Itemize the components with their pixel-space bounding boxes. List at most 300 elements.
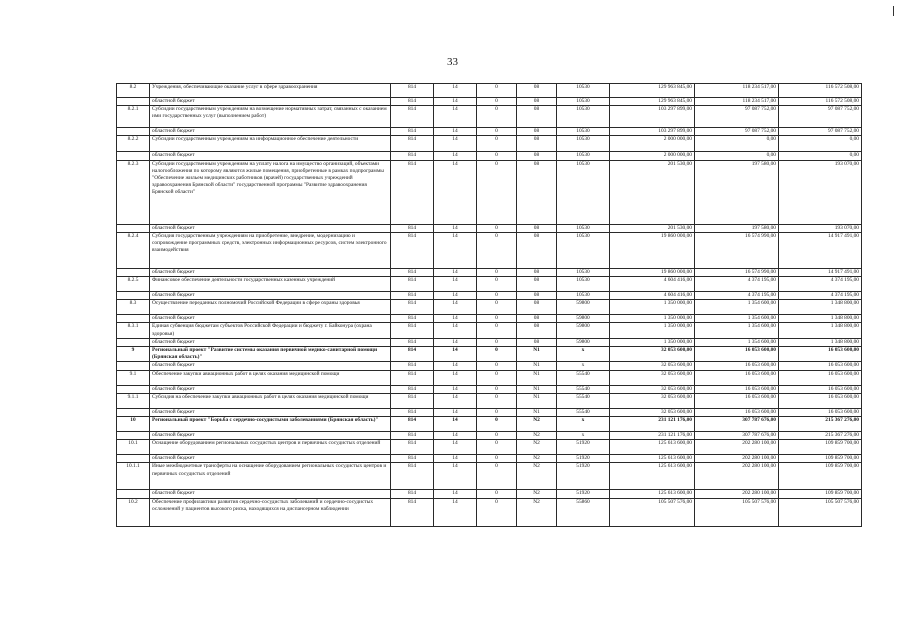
code-pp-cell: 14	[434, 385, 477, 393]
code-direction-cell: 51920	[557, 463, 610, 490]
code-direction-cell: 10530	[557, 160, 610, 224]
code-project-cell: 08	[517, 160, 557, 224]
code-sub-cell: 0	[477, 106, 517, 128]
amount-year3-cell: 1 348 800,00	[779, 338, 862, 346]
code-gr-cell: 814	[391, 106, 434, 128]
code-project-cell: N1	[517, 370, 557, 385]
amount-year1-cell: 1 350 000,00	[610, 300, 695, 315]
amount-year3-cell: 0,00	[779, 136, 862, 152]
code-gr-cell: 814	[391, 128, 434, 136]
code-direction-cell: 59800	[557, 315, 610, 323]
amount-year3-cell: 109 859 700,00	[779, 455, 862, 463]
table-row	[117, 338, 862, 346]
row-number-cell: 8.2	[117, 84, 150, 98]
code-project-cell: 08	[517, 268, 557, 276]
code-sub-cell: 0	[477, 98, 517, 106]
code-project-cell: 08	[517, 300, 557, 315]
code-direction-cell: 59800	[557, 323, 610, 338]
amount-year2-cell: 16 053 600,00	[695, 347, 779, 362]
amount-year1-cell: 201 530,00	[610, 160, 695, 224]
table-row	[117, 84, 862, 98]
code-pp-cell: 14	[434, 323, 477, 338]
row-name-cell: областной бюджет	[150, 408, 391, 416]
code-sub-cell: 0	[477, 393, 517, 408]
row-number-cell	[117, 292, 150, 300]
code-project-cell: 08	[517, 323, 557, 338]
code-gr-cell: 814	[391, 84, 434, 98]
code-direction-cell: 10530	[557, 277, 610, 292]
amount-year2-cell: 16 053 600,00	[695, 408, 779, 416]
amount-year3-cell: 16 053 600,00	[779, 393, 862, 408]
row-name-cell: областной бюджет	[150, 315, 391, 323]
code-gr-cell: 814	[391, 347, 434, 362]
table-row	[117, 385, 862, 393]
code-gr-cell: 814	[391, 408, 434, 416]
amount-year1-cell: 201 530,00	[610, 224, 695, 232]
code-sub-cell: 0	[477, 152, 517, 160]
table-row	[117, 160, 862, 224]
row-name-cell: областной бюджет	[150, 455, 391, 463]
row-name-cell: Оснащение оборудованием региональных сосудистых центров и первичных сосудистых отделений	[150, 440, 391, 455]
code-direction-cell: 55540	[557, 370, 610, 385]
amount-year1-cell: 1 350 000,00	[610, 323, 695, 338]
amount-year3-cell: 109 859 700,00	[779, 463, 862, 490]
code-direction-cell: x	[557, 417, 610, 432]
amount-year3-cell: 4 374 195,00	[779, 292, 862, 300]
row-number-cell	[117, 224, 150, 232]
code-pp-cell: 14	[434, 277, 477, 292]
code-sub-cell: 0	[477, 224, 517, 232]
code-sub-cell: 0	[477, 440, 517, 455]
code-gr-cell: 814	[391, 323, 434, 338]
code-sub-cell: 0	[477, 385, 517, 393]
code-direction-cell: 51920	[557, 455, 610, 463]
row-number-cell	[117, 128, 150, 136]
amount-year3-cell: 109 859 700,00	[779, 490, 862, 498]
row-name-cell: областной бюджет	[150, 268, 391, 276]
table-row	[117, 347, 862, 362]
code-project-cell: 08	[517, 315, 557, 323]
code-sub-cell: 0	[477, 417, 517, 432]
amount-year2-cell: 202 280 100,00	[695, 455, 779, 463]
amount-year2-cell: 105 507 576,00	[695, 498, 779, 526]
row-name-cell: областной бюджет	[150, 432, 391, 440]
code-gr-cell: 814	[391, 338, 434, 346]
code-pp-cell: 14	[434, 84, 477, 98]
table-row	[117, 408, 862, 416]
amount-year2-cell: 4 374 195,00	[695, 277, 779, 292]
row-name-cell: Обеспечение закупки авиационных работ в целях оказания медицинской помощи	[150, 370, 391, 385]
row-number-cell: 8.3.1	[117, 323, 150, 338]
code-pp-cell: 14	[434, 393, 477, 408]
amount-year1-cell: 32 053 600,00	[610, 385, 695, 393]
row-number-cell: 10.1.1	[117, 463, 150, 490]
code-gr-cell: 814	[391, 455, 434, 463]
code-project-cell: N2	[517, 498, 557, 526]
code-project-cell: 08	[517, 106, 557, 128]
code-pp-cell: 14	[434, 128, 477, 136]
code-project-cell: 08	[517, 277, 557, 292]
row-name-cell: областной бюджет	[150, 362, 391, 370]
row-name-cell: Осуществление переданных полномочий Российской Федерации в сфере охраны здоровья	[150, 300, 391, 315]
code-gr-cell: 814	[391, 385, 434, 393]
code-direction-cell: 10530	[557, 98, 610, 106]
code-pp-cell: 14	[434, 152, 477, 160]
code-direction-cell: 55540	[557, 408, 610, 416]
code-sub-cell: 0	[477, 463, 517, 490]
code-sub-cell: 0	[477, 432, 517, 440]
amount-year2-cell: 16 053 600,00	[695, 362, 779, 370]
table-row	[117, 490, 862, 498]
amount-year1-cell: 32 053 600,00	[610, 347, 695, 362]
table-row	[117, 300, 862, 315]
code-sub-cell: 0	[477, 315, 517, 323]
code-direction-cell: 10530	[557, 84, 610, 98]
amount-year1-cell: 32 053 600,00	[610, 408, 695, 416]
code-project-cell: 08	[517, 232, 557, 268]
code-project-cell: N2	[517, 440, 557, 455]
table-row	[117, 292, 862, 300]
amount-year3-cell: 1 348 800,00	[779, 300, 862, 315]
table-row	[117, 432, 862, 440]
row-number-cell: 10.1	[117, 440, 150, 455]
table-row	[117, 440, 862, 455]
table-row	[117, 417, 862, 432]
row-number-cell	[117, 432, 150, 440]
amount-year2-cell: 197 580,00	[695, 224, 779, 232]
amount-year1-cell: 4 604 416,00	[610, 277, 695, 292]
amount-year2-cell: 16 574 990,00	[695, 268, 779, 276]
table-row	[117, 232, 862, 268]
code-project-cell: 08	[517, 84, 557, 98]
code-project-cell: N1	[517, 347, 557, 362]
table-row	[117, 277, 862, 292]
row-number-cell	[117, 338, 150, 346]
code-project-cell: 08	[517, 338, 557, 346]
code-gr-cell: 814	[391, 362, 434, 370]
row-name-cell: Субсидии государственным учреждениям на возмещение нормативных затрат, связанных с оказанием ими государственных услуг (выполнением работ)	[150, 106, 391, 128]
row-name-cell: областной бюджет	[150, 152, 391, 160]
table-row	[117, 463, 862, 490]
amount-year1-cell: 105 507 576,00	[610, 498, 695, 526]
table-row	[117, 315, 862, 323]
amount-year2-cell: 97 087 752,00	[695, 128, 779, 136]
code-project-cell: N2	[517, 463, 557, 490]
amount-year2-cell: 202 280 100,00	[695, 440, 779, 455]
code-gr-cell: 814	[391, 152, 434, 160]
code-pp-cell: 14	[434, 463, 477, 490]
amount-year3-cell: 14 917 491,00	[779, 268, 862, 276]
amount-year2-cell: 4 374 195,00	[695, 292, 779, 300]
code-direction-cell: 10530	[557, 152, 610, 160]
amount-year1-cell: 4 604 416,00	[610, 292, 695, 300]
amount-year2-cell: 118 234 517,00	[695, 98, 779, 106]
amount-year3-cell: 109 859 700,00	[779, 440, 862, 455]
amount-year2-cell: 1 354 600,00	[695, 300, 779, 315]
amount-year1-cell: 32 053 600,00	[610, 370, 695, 385]
code-sub-cell: 0	[477, 490, 517, 498]
row-number-cell	[117, 268, 150, 276]
amount-year1-cell: 129 963 845,00	[610, 98, 695, 106]
code-project-cell: N1	[517, 385, 557, 393]
row-number-cell	[117, 385, 150, 393]
code-pp-cell: 14	[434, 498, 477, 526]
code-direction-cell: 10530	[557, 128, 610, 136]
amount-year3-cell: 215 367 276,00	[779, 417, 862, 432]
table-row	[117, 152, 862, 160]
amount-year3-cell: 97 087 752,00	[779, 128, 862, 136]
amount-year1-cell: 125 613 600,00	[610, 455, 695, 463]
page-number: 33	[447, 56, 458, 68]
code-pp-cell: 14	[434, 268, 477, 276]
code-sub-cell: 0	[477, 300, 517, 315]
row-number-cell	[117, 362, 150, 370]
code-gr-cell: 814	[391, 136, 434, 152]
amount-year2-cell: 197 580,00	[695, 160, 779, 224]
code-project-cell: N2	[517, 432, 557, 440]
code-pp-cell: 14	[434, 338, 477, 346]
table-row	[117, 393, 862, 408]
table-row	[117, 323, 862, 338]
code-pp-cell: 14	[434, 370, 477, 385]
amount-year2-cell: 1 354 600,00	[695, 323, 779, 338]
amount-year2-cell: 16 053 600,00	[695, 393, 779, 408]
amount-year2-cell: 16 574 990,00	[695, 232, 779, 268]
code-sub-cell: 0	[477, 498, 517, 526]
amount-year3-cell: 1 348 800,00	[779, 323, 862, 338]
code-direction-cell: x	[557, 362, 610, 370]
row-number-cell: 10	[117, 417, 150, 432]
code-gr-cell: 814	[391, 268, 434, 276]
amount-year3-cell: 16 053 600,00	[779, 408, 862, 416]
code-sub-cell: 0	[477, 455, 517, 463]
amount-year3-cell: 0,00	[779, 152, 862, 160]
code-pp-cell: 14	[434, 440, 477, 455]
row-name-cell: Региональный проект "Развитие системы оказания первичной медико-санитарной помощи (Брянская область)"	[150, 347, 391, 362]
amount-year3-cell: 215 367 276,00	[779, 432, 862, 440]
amount-year3-cell: 193 070,00	[779, 224, 862, 232]
code-pp-cell: 14	[434, 136, 477, 152]
row-name-cell: Учреждения, обеспечивающие оказание услуг в сфере здравоохранения	[150, 84, 391, 98]
amount-year3-cell: 105 507 576,00	[779, 498, 862, 526]
code-pp-cell: 14	[434, 300, 477, 315]
amount-year3-cell: 16 053 600,00	[779, 370, 862, 385]
table-row	[117, 498, 862, 526]
row-name-cell: областной бюджет	[150, 292, 391, 300]
code-sub-cell: 0	[477, 362, 517, 370]
code-gr-cell: 814	[391, 292, 434, 300]
code-sub-cell: 0	[477, 370, 517, 385]
code-direction-cell: x	[557, 432, 610, 440]
amount-year1-cell: 231 121 176,00	[610, 432, 695, 440]
code-direction-cell: 55860	[557, 498, 610, 526]
table-row	[117, 370, 862, 385]
amount-year1-cell: 32 053 600,00	[610, 362, 695, 370]
row-name-cell: областной бюджет	[150, 338, 391, 346]
table-row	[117, 128, 862, 136]
code-project-cell: 08	[517, 128, 557, 136]
amount-year1-cell: 125 613 600,00	[610, 490, 695, 498]
code-direction-cell: 55540	[557, 393, 610, 408]
code-sub-cell: 0	[477, 408, 517, 416]
code-gr-cell: 814	[391, 224, 434, 232]
code-sub-cell: 0	[477, 292, 517, 300]
amount-year3-cell: 116 572 508,00	[779, 84, 862, 98]
table-row	[117, 268, 862, 276]
code-gr-cell: 814	[391, 277, 434, 292]
row-number-cell: 8.2.2	[117, 136, 150, 152]
amount-year1-cell: 125 613 600,00	[610, 440, 695, 455]
amount-year3-cell: 97 087 752,00	[779, 106, 862, 128]
code-project-cell: 08	[517, 136, 557, 152]
row-name-cell: Иные межбюджетные трансферты на оснащение оборудованием региональных сосудистых центров и первичных сосудистых отделений	[150, 463, 391, 490]
row-name-cell: областной бюджет	[150, 224, 391, 232]
code-pp-cell: 14	[434, 315, 477, 323]
code-sub-cell: 0	[477, 136, 517, 152]
row-name-cell: Региональный проект "Борьба с сердечно-сосудистыми заболеваниями (Брянская область)"	[150, 417, 391, 432]
code-project-cell: N1	[517, 393, 557, 408]
amount-year1-cell: 2 000 000,00	[610, 152, 695, 160]
code-pp-cell: 14	[434, 98, 477, 106]
table-row	[117, 136, 862, 152]
row-number-cell: 8.2.3	[117, 160, 150, 224]
amount-year1-cell: 19 860 000,00	[610, 268, 695, 276]
code-gr-cell: 814	[391, 98, 434, 106]
row-number-cell	[117, 152, 150, 160]
code-pp-cell: 14	[434, 347, 477, 362]
amount-year2-cell: 307 787 676,00	[695, 417, 779, 432]
code-sub-cell: 0	[477, 128, 517, 136]
row-name-cell: Единая субвенция бюджетам субъектов Российской Федерации и бюджету г. Байконура (охрана здоровья)	[150, 323, 391, 338]
amount-year1-cell: 19 860 000,00	[610, 232, 695, 268]
amount-year3-cell: 16 053 600,00	[779, 362, 862, 370]
row-number-cell: 8.2.1	[117, 106, 150, 128]
amount-year1-cell: 103 297 899,00	[610, 106, 695, 128]
code-sub-cell: 0	[477, 347, 517, 362]
table-row	[117, 455, 862, 463]
code-gr-cell: 814	[391, 463, 434, 490]
code-pp-cell: 14	[434, 106, 477, 128]
code-pp-cell: 14	[434, 232, 477, 268]
code-gr-cell: 814	[391, 440, 434, 455]
code-direction-cell: 51920	[557, 440, 610, 455]
amount-year3-cell: 14 917 491,00	[779, 232, 862, 268]
code-project-cell: N2	[517, 490, 557, 498]
code-direction-cell: 55540	[557, 385, 610, 393]
row-number-cell	[117, 315, 150, 323]
code-gr-cell: 814	[391, 417, 434, 432]
code-sub-cell: 0	[477, 277, 517, 292]
amount-year2-cell: 0,00	[695, 136, 779, 152]
code-pp-cell: 14	[434, 160, 477, 224]
row-number-cell	[117, 455, 150, 463]
amount-year2-cell: 202 280 100,00	[695, 490, 779, 498]
code-gr-cell: 814	[391, 432, 434, 440]
amount-year3-cell: 16 053 600,00	[779, 347, 862, 362]
row-number-cell: 9	[117, 347, 150, 362]
amount-year2-cell: 16 053 600,00	[695, 385, 779, 393]
code-pp-cell: 14	[434, 490, 477, 498]
scan-edge-mark	[893, 6, 894, 16]
table-row	[117, 224, 862, 232]
code-direction-cell: 10530	[557, 224, 610, 232]
amount-year2-cell: 1 354 600,00	[695, 315, 779, 323]
amount-year3-cell: 1 348 800,00	[779, 315, 862, 323]
code-direction-cell: 10530	[557, 232, 610, 268]
code-gr-cell: 814	[391, 232, 434, 268]
budget-table	[116, 83, 862, 527]
row-number-cell: 8.3	[117, 300, 150, 315]
code-project-cell: 08	[517, 224, 557, 232]
row-number-cell: 8.2.5	[117, 277, 150, 292]
amount-year2-cell: 97 087 752,00	[695, 106, 779, 128]
amount-year2-cell: 307 787 676,00	[695, 432, 779, 440]
code-project-cell: N2	[517, 417, 557, 432]
row-name-cell: областной бюджет	[150, 98, 391, 106]
table-row	[117, 106, 862, 128]
row-name-cell: областной бюджет	[150, 385, 391, 393]
code-sub-cell: 0	[477, 232, 517, 268]
amount-year1-cell: 103 297 899,00	[610, 128, 695, 136]
table-body	[117, 84, 862, 527]
row-name-cell: Субсидии государственным учреждениям на информационное обеспечение деятельности	[150, 136, 391, 152]
amount-year1-cell: 32 053 600,00	[610, 393, 695, 408]
row-number-cell	[117, 490, 150, 498]
code-direction-cell: 59800	[557, 338, 610, 346]
amount-year2-cell: 202 280 100,00	[695, 463, 779, 490]
code-direction-cell: 10530	[557, 136, 610, 152]
code-project-cell: N1	[517, 408, 557, 416]
row-name-cell: Субсидия на обеспечение закупки авиационных работ в целях оказания медицинской помощи	[150, 393, 391, 408]
code-direction-cell: 10530	[557, 106, 610, 128]
row-name-cell: Субсидия государственным учреждениям на приобретение, внедрение, модернизацию и сопровождение программных средств, электронных информационных ресурсов, систем электронного взаимодействия	[150, 232, 391, 268]
row-name-cell: Обеспечение профилактики развития сердечно-сосудистых заболеваний и сердечно-сосудистых осложнений у пациентов высокого риска, находящихся на диспансерном наблюдении	[150, 498, 391, 526]
code-project-cell: N1	[517, 362, 557, 370]
code-direction-cell: 10530	[557, 292, 610, 300]
amount-year3-cell: 116 572 508,00	[779, 98, 862, 106]
row-name-cell: областной бюджет	[150, 490, 391, 498]
row-number-cell: 9.1.1	[117, 393, 150, 408]
code-gr-cell: 814	[391, 160, 434, 224]
code-project-cell: 08	[517, 292, 557, 300]
amount-year2-cell: 118 234 517,00	[695, 84, 779, 98]
code-sub-cell: 0	[477, 160, 517, 224]
code-direction-cell: x	[557, 347, 610, 362]
row-number-cell: 10.2	[117, 498, 150, 526]
code-project-cell: 08	[517, 152, 557, 160]
amount-year1-cell: 125 613 600,00	[610, 463, 695, 490]
amount-year1-cell: 231 121 176,00	[610, 417, 695, 432]
amount-year2-cell: 0,00	[695, 152, 779, 160]
code-project-cell: 08	[517, 98, 557, 106]
code-pp-cell: 14	[434, 224, 477, 232]
code-pp-cell: 14	[434, 292, 477, 300]
code-project-cell: N2	[517, 455, 557, 463]
code-gr-cell: 814	[391, 300, 434, 315]
table-row	[117, 362, 862, 370]
amount-year2-cell: 16 053 600,00	[695, 370, 779, 385]
amount-year1-cell: 2 000 000,00	[610, 136, 695, 152]
row-number-cell: 9.1	[117, 370, 150, 385]
code-direction-cell: 10530	[557, 268, 610, 276]
row-name-cell: областной бюджет	[150, 128, 391, 136]
code-pp-cell: 14	[434, 408, 477, 416]
code-direction-cell: 51920	[557, 490, 610, 498]
code-sub-cell: 0	[477, 323, 517, 338]
row-number-cell	[117, 98, 150, 106]
amount-year3-cell: 4 374 195,00	[779, 277, 862, 292]
row-number-cell: 8.2.4	[117, 232, 150, 268]
